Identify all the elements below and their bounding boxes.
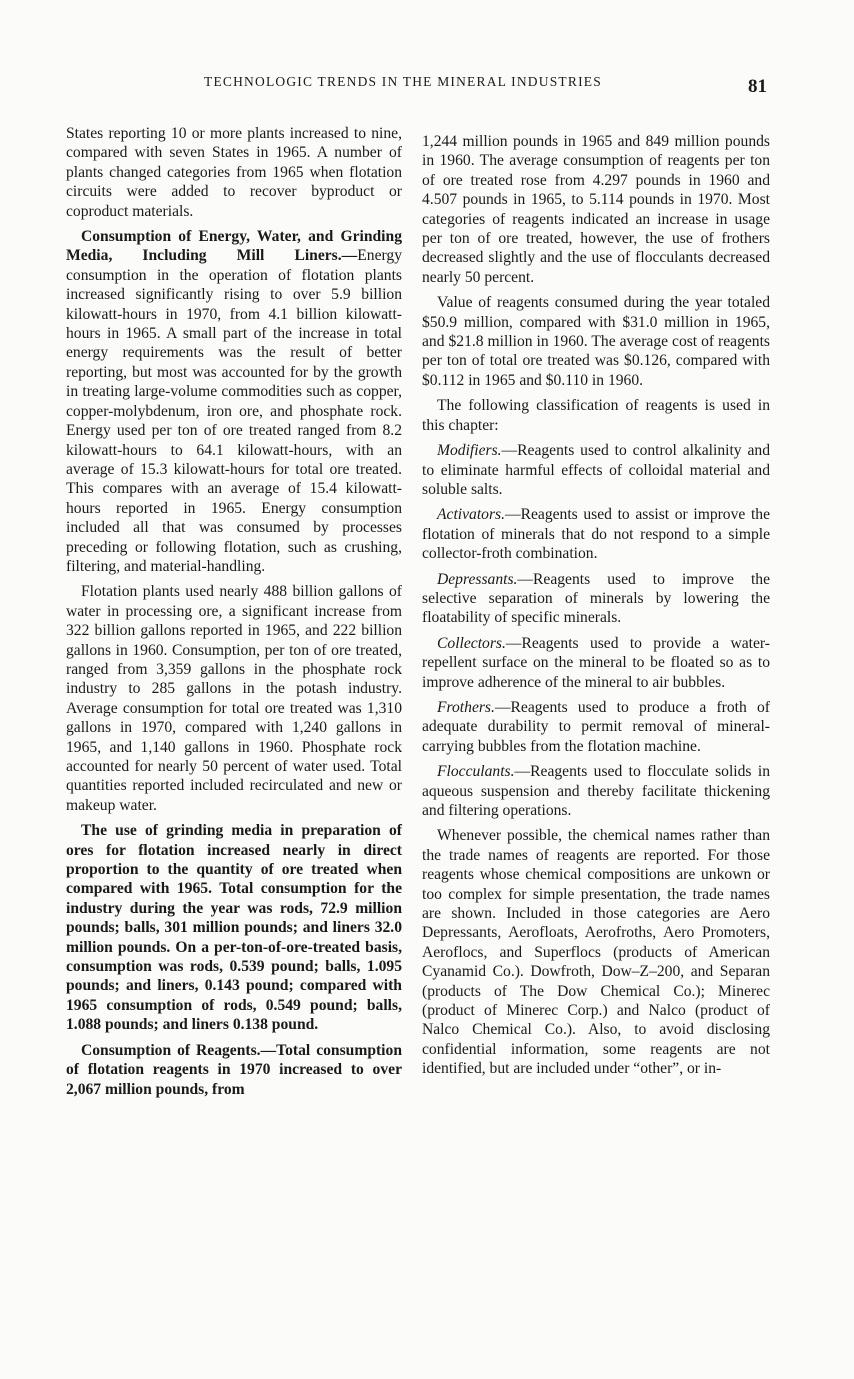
definition-collectors [422, 634, 770, 692]
definition-text: —Reagents used to provide a water-repellent surface on the mineral to be floated so as to improve adherence of the mineral to air bubbles. [422, 634, 770, 691]
definition-text: —Reagents used to produce a froth of adequate durability to permit removal of mineral-carrying bubbles from the flotation machine. [422, 698, 770, 755]
definition-text: —Reagents used to assist or improve the flotation of minerals that do not respond to a simple collector-froth combination. [422, 506, 770, 563]
definition-term: Depressants. [437, 570, 518, 588]
definition-frothers [422, 698, 770, 756]
definition-term: Frothers. [437, 698, 495, 716]
paragraph: Whenever possible, the chemical names rather than the trade names of reagents are reported. For those reagents whose chemical compositions are unkown or too complex for simple presentation, the trade names are shown. Included in those categories are Aero Depressants, Aerofloats, Aerofroths, Aero Promoters, Aeroflocs, and Superflocs (products of American Cyanamid Co.). Dowfroth, Dow–Z–200, and Separan (products of The Dow Chemical Co.); Minerec (product of Minerec Corp.) and Nalco (product of Nalco Chemical Co.). Also, to avoid disclosing confidential information, some reagents are not identified, but are included under “other”, or in- [422, 827, 770, 1078]
right-column [422, 132, 770, 1085]
paragraph: Flotation plants used nearly 488 billion gallons of water in processing ore, a significant increase from 322 billion gallons reported in 1965, and 222 billion gallons in 1960. Consumption, per ton of ore treated, ranged from 3,359 gallons in the phosphate rock industry to 285 gallons in the potash industry. Average consumption for total ore treated was 1,310 gallons in 1970, compared with 1,240 gallons in 1965, and 1,140 gallons in 1960. Phosphate rock accounted for nearly 50 percent of water used. Total quantities reported included recirculated and new or makeup water. [66, 583, 402, 814]
paragraph-text: Energy consumption in the operation of flotation plants increased significantly rising to over 5.9 billion kilowatt-hours in 1970, from 4.1 billion kilowatt-hours in 1965. A small part of the increase in total energy requirements was the result of better reporting, but most was accounted for by the growth in treating large-volume commodities such as copper, copper-molybdenum, iron ore, and phosphate rock. Energy used per ton of ore treated ranged from 8.2 kilowatt-hours to 64.1 kilowatt-hours, with an average of 15.3 kilowatt-hours for total ore treated. This compares with an average of 15.4 kilowatt-hours reported in 1965. Energy consumption included all that was consumed by processes preceding or following flotation, such as crushing, filtering, and material-handling. [66, 247, 402, 575]
paragraph: The following classification of reagents is used in this chapter: [422, 397, 770, 434]
paragraph: 1,244 million pounds in 1965 and 849 million pounds in 1960. The average consumption of reagents per ton of ore treated rose from 4.297 pounds in 1960 and 4.507 pounds in 1965, to 5.114 pounds in 1970. Most categories of reagents indicated an increase in usage per ton of ore treated, however, the use of frothers decreased slightly and the use of flocculants decreased nearly 50 percent. [422, 133, 770, 286]
section-heading: Consumption of Energy, Water, and Grinding Media, Including Mill Liners.— [66, 228, 402, 265]
definition-text: —Reagents used to flocculate solids in aqueous suspension and thereby facilitate thickening and filtering operations. [422, 763, 770, 819]
paragraph-reagents [66, 1041, 402, 1099]
definition-term: Collectors. [437, 634, 506, 652]
definition-term: Flocculants. [437, 763, 515, 781]
running-head: TECHNOLOGIC TRENDS IN THE MINERAL INDUSTRIES [204, 74, 602, 89]
definition-text: —Reagents used to control alkalinity and to eliminate harmful effects of colloidal material and soluble salts. [422, 442, 770, 498]
definition-flocculants [422, 762, 770, 820]
page-number: 81 [748, 76, 767, 97]
definition-depressants [422, 570, 770, 628]
definition-modifiers [422, 441, 770, 499]
paragraph-energy [66, 227, 402, 576]
definition-activators [422, 505, 770, 563]
paragraph-text: Total consumption of flotation reagents in 1970 increased to over 2,067 million pounds, from [66, 1041, 402, 1098]
definition-term: Modifiers. [437, 442, 502, 460]
paragraph: The use of grinding media in preparation of ores for flotation increased nearly in direct proportion to the quantity of ore treated when compared with 1965. Total consumption for the industry during the year was rods, 72.9 million pounds; balls, 301 million pounds; and liners 32.0 million pounds. On a per-ton-of-ore-treated basis, consumption was rods, 0.539 pound; balls, 1.095 pounds; and liners, 0.143 pound; compared with 1965 consumption of rods, 0.549 pound; balls, 1.088 pounds; and liners 0.138 pound. [66, 822, 402, 1034]
left-column [66, 124, 402, 1105]
definition-text: —Reagents used to improve the selective separation of minerals by lowering the floatability of specific minerals. [422, 570, 770, 627]
definition-term: Activators. [437, 506, 505, 524]
section-heading: Consumption of Reagents.— [81, 1041, 277, 1059]
paragraph: Value of reagents consumed during the year totaled $50.9 million, compared with $31.0 million in 1965, and $21.8 million in 1960. The average cost of reagents per ton of total ore treated was $0.126, compared with $0.112 in 1965 and $0.110 in 1960. [422, 294, 770, 389]
paragraph: States reporting 10 or more plants increased to nine, compared with seven States in 1965. A number of plants changed categories from 1965 when flotation circuits were added to recover byproduct or coproduct materials. [66, 125, 402, 220]
